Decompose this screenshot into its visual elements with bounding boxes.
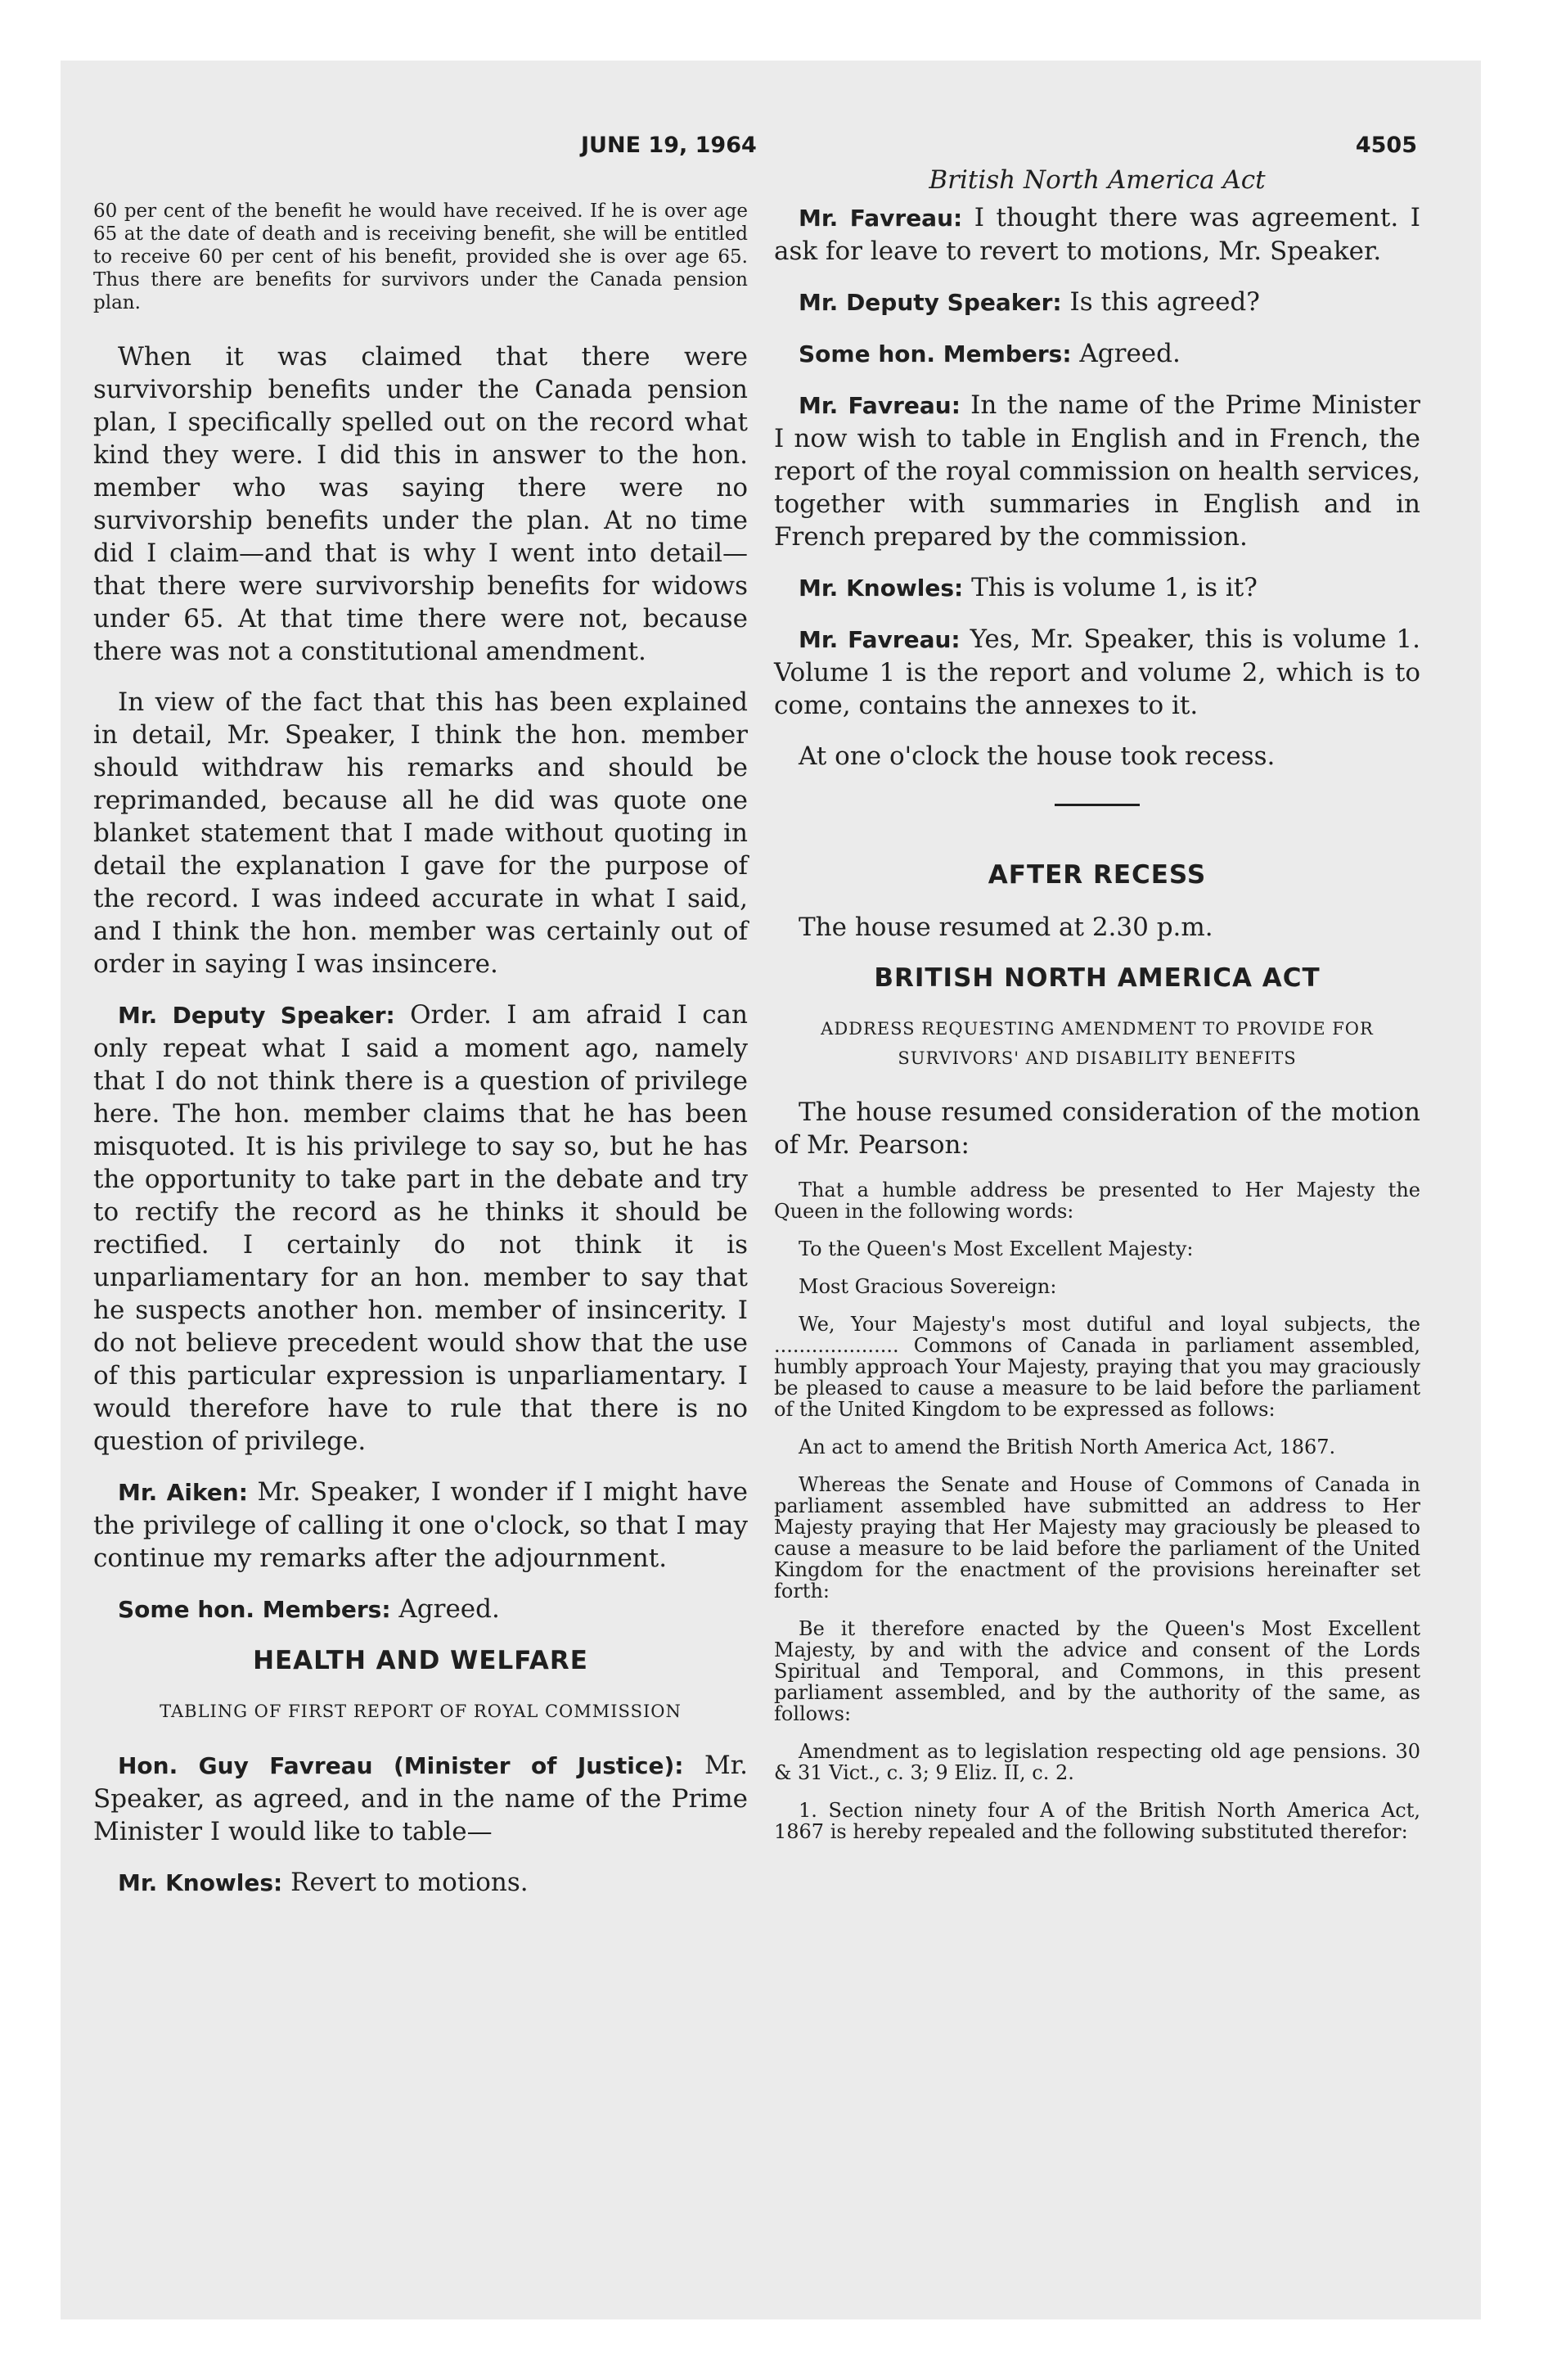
speech <box>93 1476 748 1575</box>
speech-text: In the name of the Prime Minister I now wish to table in English and in French, the report of the royal commission on health services, together with summaries in English and in French prepared by the commission. <box>774 390 1420 552</box>
speaker-name: Hon. Guy Favreau (Minister of Justice): <box>118 1752 684 1779</box>
paragraph: 60 per cent of the benefit he would have received. If he is over age 65 at the date of death and is receiving benefit, she will be entitled to receive 60 per cent of his benefit, provided she is over age 65. Thus there are benefits for survivors under the Canada pension plan. <box>93 201 748 313</box>
speech-text: Agreed. <box>1079 339 1181 368</box>
speaker-name: Mr. Aiken: <box>118 1479 248 1506</box>
hansard-page <box>61 61 1481 2319</box>
page-header <box>61 133 1481 165</box>
speaker-name: Some hon. Members: <box>799 340 1072 367</box>
speaker-name: Mr. Deputy Speaker: <box>799 289 1062 316</box>
speech-text: Order. I am afraid I can only repeat what I said a moment ago, namely that I do not think there is a question of privilege here. The hon. member claims that he has been misquoted. It is his privilege to say so, but he has the opportunity to take part in the debate and try to rectify the record as he thinks it should be rectified. I certainly do not think it is unparliamentary for an hon. member to say that he suspects another hon. member of insincerity. I do not believe precedent would show that the use of this particular expression is unparliamentary. I would therefore have to rule that there is no question of privilege. <box>93 1000 749 1456</box>
speech-text: Mr. Speaker, I wonder if I might have the privilege of calling it one o'clock, so that I may continue my remarks after the adjournment. <box>93 1477 749 1573</box>
speaker-name: Mr. Knowles: <box>799 575 964 602</box>
speech <box>774 337 1420 371</box>
section-heading: BRITISH NORTH AMERICA ACT <box>874 963 1321 993</box>
quoted-paragraph: Most Gracious Sovereign: <box>799 1275 1057 1298</box>
divider-rule <box>1055 804 1140 806</box>
section-heading: AFTER RECESS <box>988 860 1207 890</box>
quoted-paragraph: To the Queen's Most Excellent Majesty: <box>799 1237 1194 1260</box>
speech <box>774 201 1420 268</box>
left-column <box>93 200 748 1918</box>
speech <box>774 286 1420 319</box>
speech-text: Yes, Mr. Speaker, this is volume 1. Volume 1 is the report and volume 2, which is to come, contains the annexes to it. <box>774 624 1421 720</box>
quoted-paragraph: An act to amend the British North America Act, 1867. <box>799 1436 1336 1458</box>
speech <box>93 998 748 1458</box>
quoted-paragraph: We, Your Majesty's most dutiful and loyal subjects, the .................... Commons of Canada in parliament assembled, humbly approach Your Majesty, praying that you may graciously be pleased to cause a measure to be laid before the parliament of the United Kingdom to be expressed as follows: <box>774 1313 1420 1421</box>
paragraph: The house resumed at 2.30 p.m. <box>799 913 1213 942</box>
running-head: British North America Act <box>929 165 1266 195</box>
right-column <box>774 165 1420 1859</box>
speech <box>774 571 1420 605</box>
paragraph: The house resumed consideration of the motion of Mr. Pearson: <box>774 1098 1420 1160</box>
speech-text: I thought there was agreement. I ask for leave to revert to motions, Mr. Speaker. <box>774 203 1420 266</box>
page-number: 4505 <box>1355 133 1417 158</box>
speaker-name: Mr. Favreau: <box>799 626 961 653</box>
quoted-paragraph: Whereas the Senate and House of Commons of Canada in parliament assembled have submitted an address to Her Majesty praying that Her Majesty may graciously be pleased to cause a measure to be laid before the parliament of the United Kingdom for the enactment of the provisions hereinafter set forth: <box>774 1473 1420 1602</box>
section-subheading: TABLING OF FIRST REPORT OF ROYAL COMMISSION <box>160 1702 682 1721</box>
speaker-name: Mr. Deputy Speaker: <box>118 1002 395 1029</box>
quoted-paragraph: 1. Section ninety four A of the British North America Act, 1867 is hereby repealed and the following substituted therefor: <box>774 1799 1420 1843</box>
paragraph: At one o'clock the house took recess. <box>799 741 1276 771</box>
section-subheading: ADDRESS REQUESTING AMENDMENT TO PROVIDE FOR SURVIVORS' AND DISABILITY BENEFITS <box>821 1019 1374 1068</box>
paragraph: When it was claimed that there were survivorship benefits under the Canada pension plan, I specifically spelled out on the record what kind they were. I did this in answer to the hon. member who was saying there were no survivorship benefits under the plan. At no time did I claim—and that is why I went into detail—that there were survivorship benefits for widows under 65. At that time there were not, because there was not a constitutional amendment. <box>93 342 748 666</box>
speech-text: Revert to motions. <box>290 1868 529 1897</box>
speech <box>93 1866 748 1900</box>
section-heading: HEALTH AND WELFARE <box>253 1646 588 1675</box>
paragraph: In view of the fact that this has been explained in detail, Mr. Speaker, I think the hon. member should withdraw his remarks and should be reprimanded, because all he did was quote one blanket statement that I made without quoting in detail the explanation I gave for the purpose of the record. I was indeed accurate in what I said, and I think the hon. member was certainly out of order in saying I was insincere. <box>93 687 748 979</box>
speech <box>93 1593 748 1626</box>
speech <box>774 623 1420 722</box>
speech-text: Agreed. <box>398 1594 500 1624</box>
speaker-name: Mr. Favreau: <box>799 205 963 232</box>
speech <box>93 1749 748 1848</box>
speech <box>774 389 1420 553</box>
page-date: JUNE 19, 1964 <box>581 133 757 158</box>
speaker-name: Mr. Favreau: <box>799 392 961 419</box>
speaker-name: Some hon. Members: <box>118 1596 391 1623</box>
quoted-paragraph: Amendment as to legislation respecting old age pensions. 30 & 31 Vict., c. 3; 9 Eliz. II, c. 2. <box>774 1740 1420 1784</box>
quoted-paragraph: That a humble address be presented to Her Majesty the Queen in the following words: <box>774 1179 1420 1223</box>
speech-text: This is volume 1, is it? <box>971 573 1258 602</box>
speaker-name: Mr. Knowles: <box>118 1869 283 1896</box>
speech-text: Is this agreed? <box>1069 287 1260 317</box>
speech-text: Mr. Speaker, as agreed, and in the name of the Prime Minister I would like to table— <box>93 1751 749 1846</box>
quoted-paragraph: Be it therefore enacted by the Queen's Most Excellent Majesty, by and with the advice and consent of the Lords Spiritual and Temporal, and Commons, in this present parliament assembled, and by the authority of the same, as follows: <box>774 1617 1420 1725</box>
